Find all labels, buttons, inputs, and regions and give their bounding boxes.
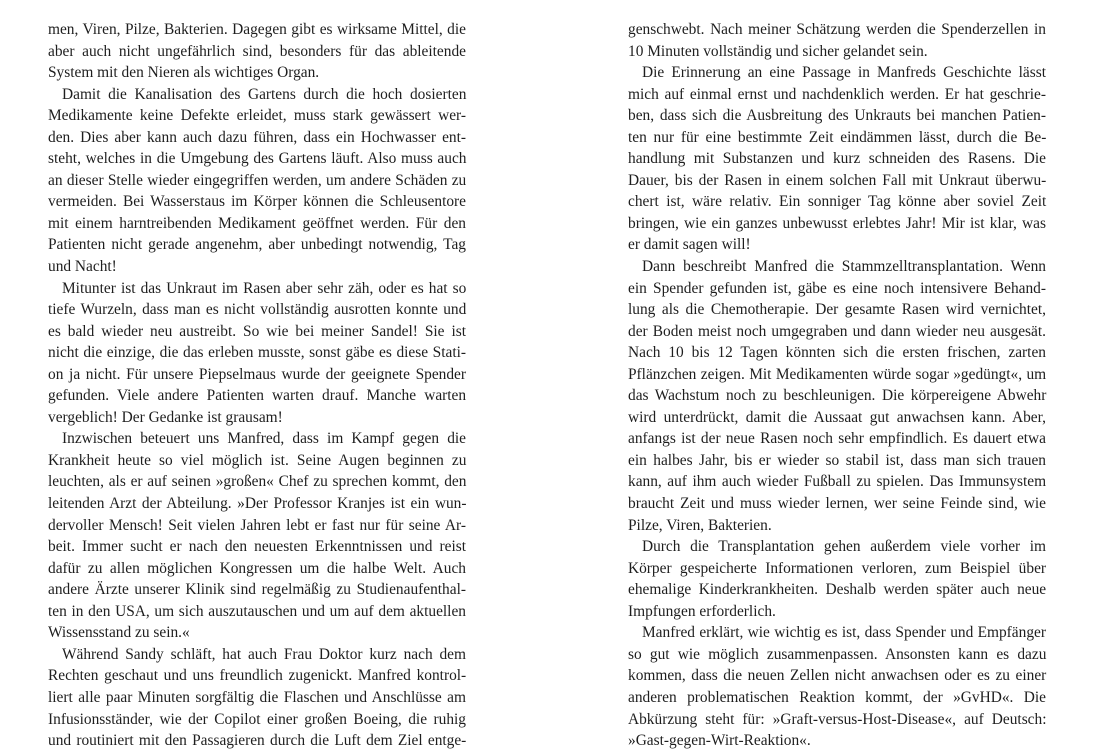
text-line: leitenden Arzt der Abteilung. »Der Professor Kranjes ist ein wun- (48, 495, 467, 513)
text-line: Durch die Transplantation gehen außerdem viele vorher im (642, 538, 1046, 556)
text-line: Patienten nicht gerade angenehm, aber unbedingt notwendig, Tag (48, 236, 466, 254)
text-line: kommen, dass die neuen Zellen nicht anwachsen oder es zu einer (628, 667, 1047, 685)
text-line: Wissensstand zu sein.« (48, 624, 190, 642)
text-line: genschwebt. Nach meiner Schätzung werden die Spenderzellen in (628, 21, 1046, 38)
text-line: mit einem harntreibenden Medikament geöffnet werden. Für den (48, 214, 466, 232)
right-page (628, 19, 1046, 752)
text-line: anfangs ist der neue Rasen noch sehr empfindlich. Es dauert etwa (628, 430, 1046, 448)
text-line: ehemalige Kinderkrankheiten. Deshalb werden später auch neue (628, 581, 1047, 599)
text-line: Die Erinnerung an eine Passage in Manfreds Geschichte lässt (642, 64, 1046, 82)
text-line: ein Spender gefunden ist, gäbe es eine noch intensivere Behand- (628, 279, 1046, 297)
text-line: andere Ärzte unserer Klinik sind regelmäßig zu Studienaufenthal- (48, 581, 466, 599)
text-line: so gut wie möglich zusammenpassen. Ansonsten kann es dazu (628, 645, 1047, 663)
text-line: ein halbes Jahr, bis er wieder so stabil ist, dass man sich trauen (628, 451, 1046, 469)
text-line: vermeiden. Bei Wasserstaus im Körper können die Schleusentore (48, 193, 466, 211)
text-line: Medikamente keine Defekte erleidet, muss stark gewässert wer- (48, 107, 466, 125)
text-line: ten nur für eine bestimmte Zeit eindämmen lässt, durch die Be- (628, 128, 1047, 146)
text-line: Abkürzung steht für: »Graft-versus-Host-Disease«, auf Deutsch: (628, 710, 1047, 728)
text-line: wird unterdrückt, damit die Aussaat gut anwachsen kann. Aber, (628, 408, 1046, 426)
text-line: Rechten geschaut und uns freundlich zugenickt. Manfred kontrol- (48, 667, 467, 685)
text-line: Pflänzchen zeigen. Mit Medikamenten würde sogar »gedüngt«, um (628, 365, 1047, 383)
text-line: handlung mit Substanzen und kurz schneiden des Rasens. Die (628, 150, 1046, 168)
text-line: dervoller Mensch! Seit vielen Jahren lebt er fast nur für seine Ar- (48, 516, 466, 534)
text-line: ben, dass sich die Ausbreitung des Unkrauts bei manchen Patien- (628, 107, 1046, 125)
text-line: System mit den Nieren als wichtiges Organ. (48, 64, 320, 82)
text-line: leuchten, als er auf seinen »großen« Chef zu sprechen kommt, den (48, 473, 467, 491)
text-line: vergeblich! Der Gedanke ist grausam! (48, 408, 283, 426)
text-line: chert ist, wäre relativ. Ein sonniger Tag könne aber soviel Zeit (628, 193, 1047, 211)
text-line: steht, welches in die Umgebung des Gartens läuft. Also muss auch (48, 150, 467, 168)
text-line: Dann beschreibt Manfred die Stammzelltransplantation. Wenn (642, 258, 1046, 276)
text-line: Impfungen erforderlich. (628, 602, 776, 620)
text-line: es bald wieder neu austreibt. So wie bei meiner Sandel! Sie ist (48, 322, 466, 340)
text-line: ten in den USA, um sich auszutauschen und um auf dem aktuellen (48, 602, 466, 620)
text-line: Manfred erklärt, wie wichtig es ist, dass Spender und Empfänger (642, 624, 1046, 642)
text-line: Damit die Kanalisation des Gartens durch die hoch dosierten (62, 85, 467, 103)
text-line: bringen, wie ein ganzes unbewusst erlebtes Jahr! Mir ist klar, was (628, 214, 1046, 232)
text-line: »Gast-gegen-Wirt-Reaktion«. (628, 732, 811, 750)
text-line: men, Viren, Pilze, Bakterien. Dagegen gibt es wirksame Mittel, die (48, 21, 466, 38)
text-line: lung als die Chemotherapie. Der gesamte Rasen wird vernichtet, (628, 301, 1046, 319)
text-line: Körper gespeicherte Informationen verloren, zum Beispiel über (628, 559, 1047, 577)
text-line: 10 Minuten vollständig und sicher gelandet sein. (628, 42, 928, 60)
text-line: on ja nicht. Für unsere Piepselmaus wurde der geeignete Spender (48, 365, 466, 383)
text-line: liert alle paar Minuten sorgfältig die Flaschen und Anschlüsse am (48, 688, 466, 706)
text-line: Dauer, bis der Rasen in einem solchen Fall mit Unkraut überwu- (628, 171, 1047, 189)
text-line: kann, auf ihm auch wieder Fußball zu spielen. Das Immunsystem (628, 473, 1047, 491)
text-line: beit. Immer sucht er nach den neuesten Erkenntnissen und reist (48, 538, 466, 556)
text-line: Infusionsständer, wie der Copilot einer großen Boeing, die ruhig (48, 710, 466, 728)
text-line: er damit sagen will! (628, 236, 751, 254)
text-line: dafür zu allen möglichen Kongressen um die halbe Welt. Auch (48, 559, 466, 577)
text-line: braucht Zeit und muss wieder lernen, wer seine Feinde sind, wie (628, 495, 1046, 513)
text-line: aber auch nicht ungefährlich sind, besonders für das ableitende (48, 42, 466, 60)
text-line: Nach 10 bis 12 Tagen könnten sich die ersten frischen, zarten (628, 344, 1046, 362)
text-line: mich auf einmal ernst und nachdenklich werden. Er hat geschrie- (628, 85, 1046, 103)
text-line: an dieser Stelle wieder eingegriffen werden, um andere Schäden zu (48, 171, 467, 189)
text-line: den. Dies aber kann auch dazu führen, dass ein Hochwasser ent- (48, 128, 466, 146)
text-line: tiefe Wurzeln, dass man es nicht vollständig ausrotten konnte und (48, 301, 467, 319)
text-line: Pilze, Viren, Bakterien. (628, 516, 772, 534)
text-line: und Nacht! (48, 258, 117, 276)
text-line: der Boden meist noch umgegraben und dann wieder neu ausgesät. (628, 322, 1046, 340)
text-line: anderen problematischen Reaktion kommt, der »GvHD«. Die (628, 688, 1046, 706)
text-line: Krankheit heute so viel möglich ist. Seine Augen beginnen zu (48, 451, 467, 469)
text-line: Mitunter ist das Unkraut im Rasen aber sehr zäh, oder es hat so (62, 279, 467, 297)
text-line: gefunden. Viele andere Patienten warten drauf. Manche warten (48, 387, 467, 405)
text-line: Während Sandy schläft, hat auch Frau Doktor kurz nach dem (62, 645, 466, 663)
left-page (48, 19, 466, 752)
text-line: nicht die einzige, die das erleben musste, sonst gäbe es diese Stati- (48, 344, 466, 362)
text-line: das Wachstum noch zu beschleunigen. Die körpereigene Abwehr (628, 387, 1047, 405)
text-line: Inzwischen beteuert uns Manfred, dass im Kampf gegen die (62, 430, 466, 448)
text-line: und routiniert mit den Passagieren durch die Luft dem Ziel entge- (48, 732, 467, 750)
